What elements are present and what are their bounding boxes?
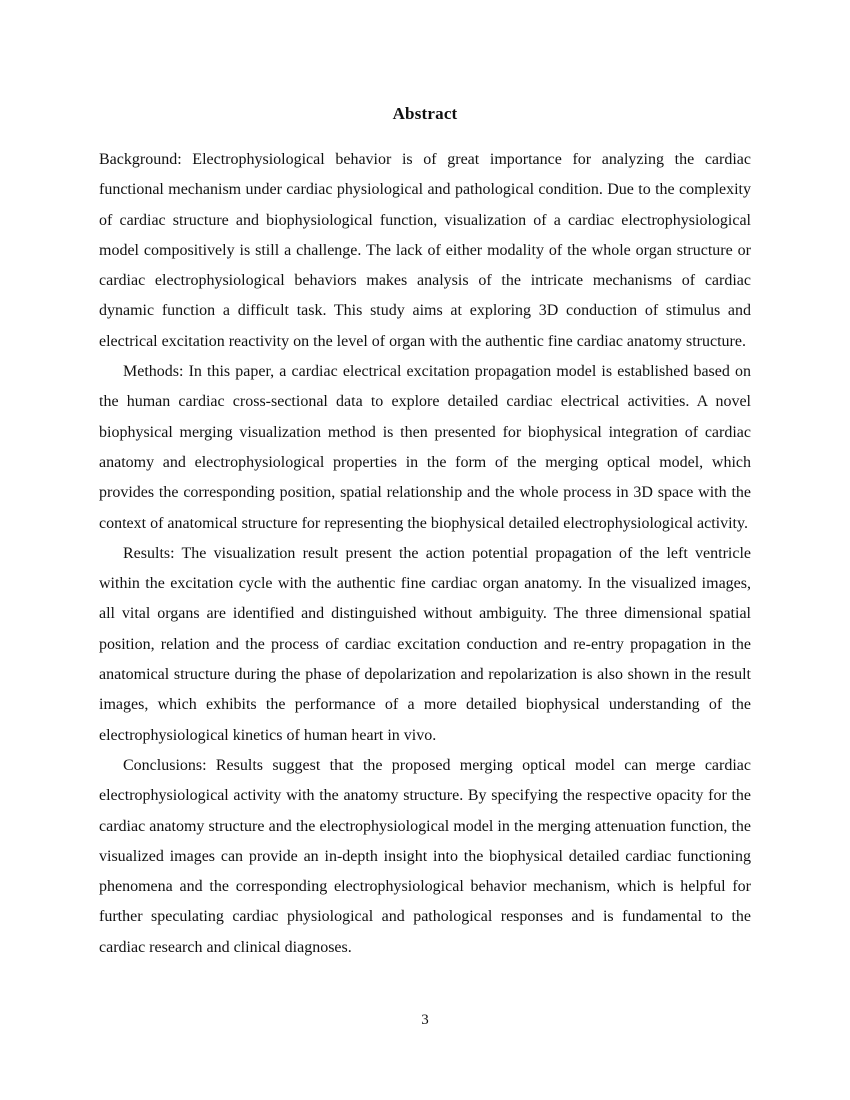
paragraph-methods: Methods: In this paper, a cardiac electrical excitation propagation model is established based on the human cardiac cross-sectional data to explore detailed cardiac electrical activities. A novel biophysical merging visualization method is then presented for biophysical integration of cardiac anatomy and electrophysiological properties in the form of the merging optical model, which provides the corresponding position, spatial relationship and the whole process in 3D space with the context of anatomical structure for representing the biophysical detailed electrophysiological activity. bbox=[99, 363, 751, 532]
page-number: 3 bbox=[421, 1012, 429, 1028]
paragraph-background: Background: Electrophysiological behavior is of great importance for analyzing the cardiac functional mechanism under cardiac physiological and pathological condition. Due to the complexity of cardiac structure and biophysiological function, visualization of a cardiac electrophysiological model compositively is still a challenge. The lack of either modality of the whole organ structure or cardiac electrophysiological behaviors makes analysis of the intricate mechanisms of cardiac dynamic function a difficult task. This study aims at exploring 3D conduction of stimulus and electrical excitation reactivity on the level of organ with the authentic fine cardiac anatomy structure. bbox=[99, 151, 751, 350]
paragraph-results: Results: The visualization result present the action potential propagation of the left ventricle within the excitation cycle with the authentic fine cardiac organ anatomy. In the visualized images, all vital organs are identified and distinguished without ambiguity. The three dimensional spatial position, relation and the process of cardiac excitation conduction and re-entry propagation in the anatomical structure during the phase of depolarization and repolarization is also shown in the result images, which exhibits the performance of a more detailed biophysical understanding of the electrophysiological kinetics of human heart in vivo. bbox=[99, 544, 751, 744]
paragraph-conclusions: Conclusions: Results suggest that the proposed merging optical model can merge cardiac electrophysiological activity with the anatomy structure. By specifying the respective opacity for the cardiac anatomy structure and the electrophysiological model in the merging attenuation function, the visualized images can provide an in-depth insight into the biophysical detailed cardiac functioning phenomena and the corresponding electrophysiological behavior mechanism, which is helpful for further speculating cardiac physiological and pathological responses and is fundamental to the cardiac research and clinical diagnoses. bbox=[99, 756, 751, 956]
abstract-heading: Abstract bbox=[392, 104, 458, 123]
abstract-body bbox=[99, 145, 751, 963]
